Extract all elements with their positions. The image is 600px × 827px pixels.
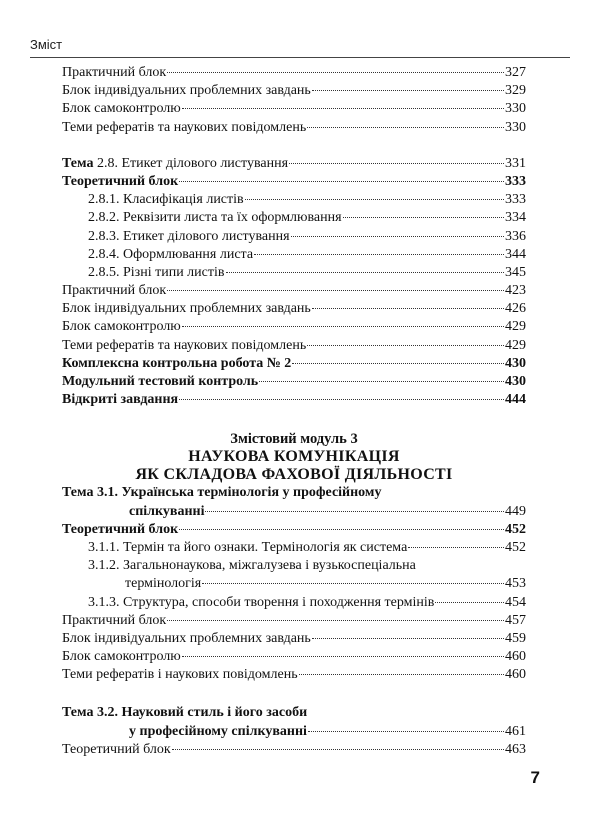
toc-entry-page: 344: [505, 246, 526, 262]
dot-leader: [179, 181, 504, 182]
toc-entry-page: 461: [505, 723, 526, 739]
toc-entry-3-1-3[interactable]: [62, 594, 526, 612]
toc-entry-page: 330: [505, 101, 526, 117]
toc-entry-individual-tasks[interactable]: [62, 82, 526, 100]
toc-entry-practical-block[interactable]: [62, 282, 526, 300]
toc-entry-practical-block[interactable]: [62, 612, 526, 630]
toc-entry-page: 452: [505, 539, 526, 555]
toc-entry-label: 2.8.3. Етикет ділового листування: [88, 228, 290, 244]
toc-entry-theory-block[interactable]: [62, 173, 526, 191]
toc-entry-page: 329: [505, 83, 526, 99]
toc-entry-individual-tasks[interactable]: [62, 300, 526, 318]
toc-entry-page: 429: [505, 319, 526, 335]
dot-leader: [167, 620, 504, 621]
toc-entry-module-test[interactable]: [62, 373, 526, 391]
dot-leader: [299, 674, 504, 675]
topic-3-1-title[interactable]: Тема 3.1. Українська термінологія у професійному: [62, 485, 382, 501]
dot-leader: [343, 217, 504, 218]
toc-entry-label: Блок індивідуальних проблемних завдань: [62, 83, 311, 99]
toc-entry-label: Блок самоконтролю: [62, 101, 181, 117]
toc-entry-essay-topics[interactable]: [62, 666, 526, 684]
page-number: 7: [530, 768, 540, 787]
dot-leader: [259, 381, 504, 382]
toc-entry-label: Теоретичний блок: [62, 521, 179, 537]
dot-leader: [312, 90, 504, 91]
toc-entry-page: 334: [505, 210, 526, 226]
toc-entry-3-1-2-title[interactable]: 3.1.2. Загальнонаукова, міжгалузева і вузькоспеціальна: [88, 558, 416, 574]
toc-entry-label: Практичний блок: [62, 612, 167, 628]
module-label: Змістовий модуль 3: [230, 431, 358, 448]
dot-leader: [291, 236, 504, 237]
dot-leader: [179, 529, 504, 530]
toc-entry-3-1-2[interactable]: [62, 575, 526, 593]
toc-entry-2-8-2[interactable]: [62, 209, 526, 227]
spacer: [62, 409, 526, 430]
toc-entry-self-control[interactable]: [62, 648, 526, 666]
toc-entry-page: 345: [505, 264, 526, 280]
toc-entry-page: 452: [505, 521, 526, 537]
toc-entry-label: 2.8.5. Різні типи листів: [88, 264, 225, 280]
toc-entry-label: Практичний блок: [62, 65, 167, 80]
toc-entry-page: 327: [505, 65, 526, 80]
toc-entry-2-8-1[interactable]: [62, 191, 526, 209]
toc-entry-label: Модульний тестовий контроль: [62, 374, 259, 389]
toc-entry-label: Блок індивідуальних проблемних завдань: [62, 630, 311, 646]
toc-entry-label: термінологія: [125, 576, 202, 592]
toc-entry-label: у професійному спілкуванні: [129, 723, 307, 739]
header-divider: [30, 57, 570, 58]
toc-entry-3-1-1[interactable]: [62, 539, 526, 557]
toc-entry-label: 3.1.1. Термін та його ознаки. Термінологія як система: [88, 539, 408, 555]
toc-entry-open-tasks[interactable]: [62, 391, 526, 409]
dot-leader: [312, 638, 504, 639]
toc-entry-label: спілкуванні: [129, 503, 205, 519]
toc-entry-page: 463: [505, 741, 526, 757]
dot-leader: [167, 72, 504, 73]
toc-entry-page: 333: [505, 173, 526, 189]
toc-entry-page: 453: [505, 576, 526, 592]
toc-entry-label: Практичний блок: [62, 283, 167, 299]
toc-entry-page: 454: [505, 594, 526, 610]
running-header: Зміст: [30, 37, 63, 52]
dot-leader: [245, 199, 504, 200]
dot-leader: [307, 345, 504, 346]
module-title: НАУКОВА КОМУНІКАЦІЯ: [188, 448, 400, 466]
dot-leader: [182, 108, 504, 109]
toc-entry-page: 333: [505, 192, 526, 208]
spacer: [62, 684, 526, 704]
toc-entry-label: Блок самоконтролю: [62, 649, 181, 665]
toc-entry-2-8-5[interactable]: [62, 264, 526, 282]
toc-entry-page: 430: [505, 355, 526, 371]
toc-entry-label: [62, 155, 288, 173]
dot-leader: [254, 254, 504, 255]
dot-leader: [408, 547, 504, 548]
toc-entry-individual-tasks[interactable]: [62, 630, 526, 648]
toc-entry-page: 457: [505, 612, 526, 628]
toc-entry-complex-test[interactable]: [62, 355, 526, 373]
toc-entry-topic-3-1[interactable]: [62, 503, 526, 521]
toc-entry-label: Блок самоконтролю: [62, 319, 181, 335]
dot-leader: [289, 163, 504, 164]
toc-entry-label: Комплексна контрольна робота № 2: [62, 355, 292, 371]
toc-entry-practical-block[interactable]: [62, 64, 526, 82]
dot-leader: [308, 731, 504, 732]
toc-entry-page: 429: [505, 337, 526, 353]
table-of-contents: [62, 64, 526, 759]
toc-entry-essay-topics[interactable]: [62, 119, 526, 137]
toc-entry-page: 430: [505, 374, 526, 389]
toc-entry-label: Теоретичний блок: [62, 173, 179, 189]
dot-leader: [202, 583, 504, 584]
toc-entry-label: 3.1.3. Структура, способи творення і походження термінів: [88, 594, 435, 610]
toc-entry-label: 2.8.1. Класифікація листів: [88, 192, 244, 208]
toc-entry-self-control[interactable]: [62, 318, 526, 336]
toc-entry-label: Блок індивідуальних проблемних завдань: [62, 301, 311, 317]
dot-leader: [172, 749, 504, 750]
module-subtitle: ЯК СКЛАДОВА ФАХОВОЇ ДІЯЛЬНОСТІ: [135, 466, 453, 484]
dot-leader: [307, 127, 504, 128]
toc-entry-label: Теми рефератів і наукових повідомлень: [62, 667, 298, 683]
toc-entry-self-control[interactable]: [62, 100, 526, 118]
toc-entry-page: 330: [505, 119, 526, 135]
toc-entry-topic-2-8[interactable]: [62, 155, 526, 173]
toc-entry-theory-block[interactable]: [62, 741, 526, 759]
topic-title: 2.8. Етикет ділового листування: [93, 155, 289, 171]
dot-leader: [179, 399, 504, 400]
toc-entry-label: Теоретичний блок: [62, 741, 171, 757]
toc-entry-page: 444: [505, 392, 526, 408]
toc-entry-label: Теми рефератів та наукових повідомлень: [62, 119, 307, 135]
dot-leader: [312, 308, 504, 309]
toc-entry-page: 423: [505, 283, 526, 299]
toc-entry-essay-topics[interactable]: [62, 337, 526, 355]
toc-entry-label: Теми рефератів та наукових повідомлень: [62, 337, 307, 353]
toc-entry-page: 336: [505, 228, 526, 244]
toc-entry-label: 2.8.2. Реквізити листа та їх оформлювання: [88, 210, 342, 226]
dot-leader: [182, 326, 504, 327]
toc-entry-page: 460: [505, 667, 526, 683]
dot-leader: [167, 290, 504, 291]
toc-entry-page: 460: [505, 649, 526, 665]
topic-3-2-title[interactable]: Тема 3.2. Науковий стиль і його засоби: [62, 705, 308, 721]
topic-prefix: Тема: [62, 155, 94, 171]
toc-entry-2-8-4[interactable]: [62, 246, 526, 264]
dot-leader: [435, 602, 504, 603]
toc-entry-page: 449: [505, 503, 526, 519]
toc-entry-label: 2.8.4. Оформлювання листа: [88, 246, 254, 262]
toc-entry-topic-3-2[interactable]: [62, 723, 526, 741]
spacer: [62, 137, 526, 155]
dot-leader: [182, 656, 504, 657]
dot-leader: [226, 272, 505, 273]
dot-leader: [292, 363, 504, 364]
toc-entry-label: Відкриті завдання: [62, 392, 179, 408]
toc-entry-page: 426: [505, 301, 526, 317]
toc-entry-page: 459: [505, 630, 526, 646]
toc-entry-theory-block[interactable]: [62, 521, 526, 539]
dot-leader: [205, 511, 504, 512]
toc-entry-page: 331: [505, 155, 526, 171]
toc-entry-2-8-3[interactable]: [62, 228, 526, 246]
